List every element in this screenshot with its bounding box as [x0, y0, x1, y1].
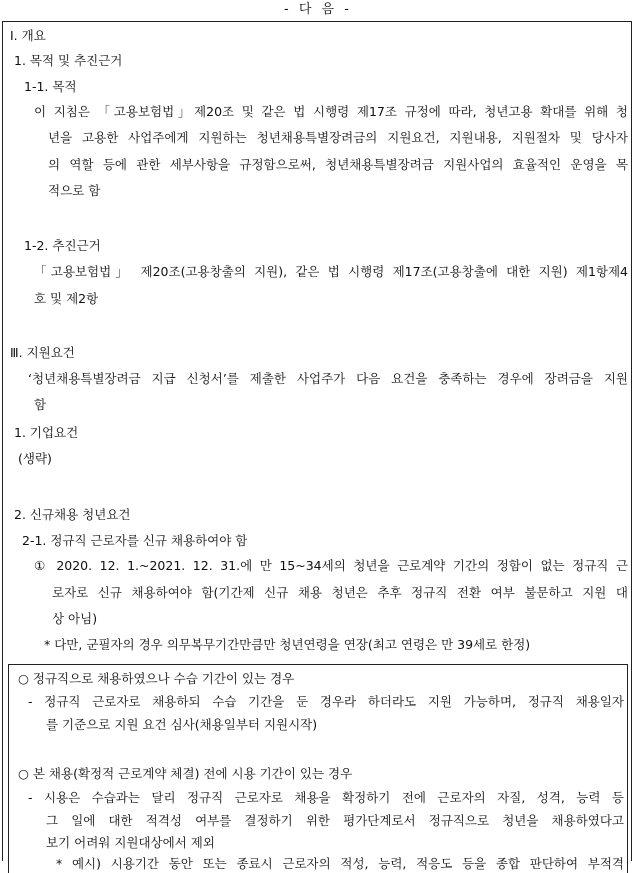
- box-trial-line: - 시용은 수습과는 달리 정규직 근로자로 채용을 확정하기 전에 근로자의 자질, 성격, 능력 등: [28, 790, 624, 805]
- basis-line: 「고용보험법」 제20조(고용창출의 지원), 같은 법 시행령 제17조(고용창출에 대한 지원) 제1항제4: [34, 264, 628, 279]
- box-trial-line: 그 일에 대한 적격성 여부를 결정하기 위한 평가단계로서 정규직으로 청년을 채용하였다고: [46, 813, 624, 828]
- subheading-basis: 1-2. 추진근거: [24, 238, 101, 253]
- basis-line: 호 및 제2항: [34, 291, 99, 306]
- requirements-intro-line: 함: [34, 397, 47, 412]
- section-heading-requirements: Ⅲ. 지원요건: [10, 345, 75, 360]
- item1-line: ① 2020. 12. 1.~2021. 12. 31.에 만 15~34세의 청년을 근로계약 기간의 정함이 없는 정규직 근: [34, 558, 628, 573]
- box-example-note: * 예시) 시용기간 동안 또는 종료시 근로자의 적성, 능력, 적응도 등을 종합 판단하여 부적격: [56, 856, 624, 871]
- subheading-purpose-basis: 1. 목적 및 추진근거: [14, 53, 123, 68]
- purpose-line: 이 지침은 「고용보험법」제20조 및 같은 법 시행령 제17조 규정에 따라, 청년고용 확대를 위해 청: [34, 104, 628, 119]
- box-trial-title: ○ 본 채용(확정적 근로계약 체결) 전에 시용 기간이 있는 경우: [18, 766, 353, 781]
- box-probation-line: - 정규직 근로자로 채용하되 수습 기간을 둔 경우라 하더라도 지원 가능하며, 정규직 채용일자: [28, 694, 624, 709]
- item1-line: 로자로 신규 채용하여야 함(기간제 신규 채용 청년은 추후 정규직 전환 여부 불문하고 지원 대: [52, 585, 628, 600]
- subheading-company-requirements: 1. 기업요건: [14, 425, 79, 440]
- military-note: * 다만, 군필자의 경우 의무복무기간만큼만 청년연령을 연장(최고 연령은 만 39세로 한정): [44, 637, 531, 652]
- box-probation-line: 를 기준으로 지원 요건 심사(채용일부터 지원시작): [46, 717, 318, 732]
- subheading-youth-requirements: 2. 신규채용 청년요건: [14, 507, 131, 522]
- item1-line: 상 아님): [52, 611, 98, 626]
- box-trial-line: 보기 어려워 지원대상에서 제외: [46, 835, 215, 850]
- omitted-note: (생략): [18, 451, 52, 466]
- box-probation-title: ○ 정규직으로 채용하였으나 수습 기간이 있는 경우: [18, 671, 295, 686]
- section-heading-overview: Ⅰ. 개요: [10, 28, 46, 43]
- purpose-line: 적으로 함: [48, 183, 101, 198]
- subheading-regular-hire: 2-1. 정규직 근로자를 신규 채용하여야 함: [22, 533, 248, 548]
- requirements-intro-line: ‘청년채용특별장려금 지급 신청서’를 제출한 사업주가 다음 요건을 충족하는 경우에 장려금을 지원: [28, 371, 628, 386]
- subheading-purpose: 1-1. 목적: [24, 79, 77, 94]
- purpose-line: 의 역할 등에 관한 세부사항을 규정함으로써, 청년채용특별장려금 지원사업의 효율적인 운영을 목: [48, 157, 628, 172]
- header-title: - 다 음 -: [284, 2, 352, 17]
- purpose-line: 년을 고용한 사업주에게 지원하는 청년채용특별장려금의 지원요건, 지원내용, 지원절차 및 당사자: [48, 130, 628, 145]
